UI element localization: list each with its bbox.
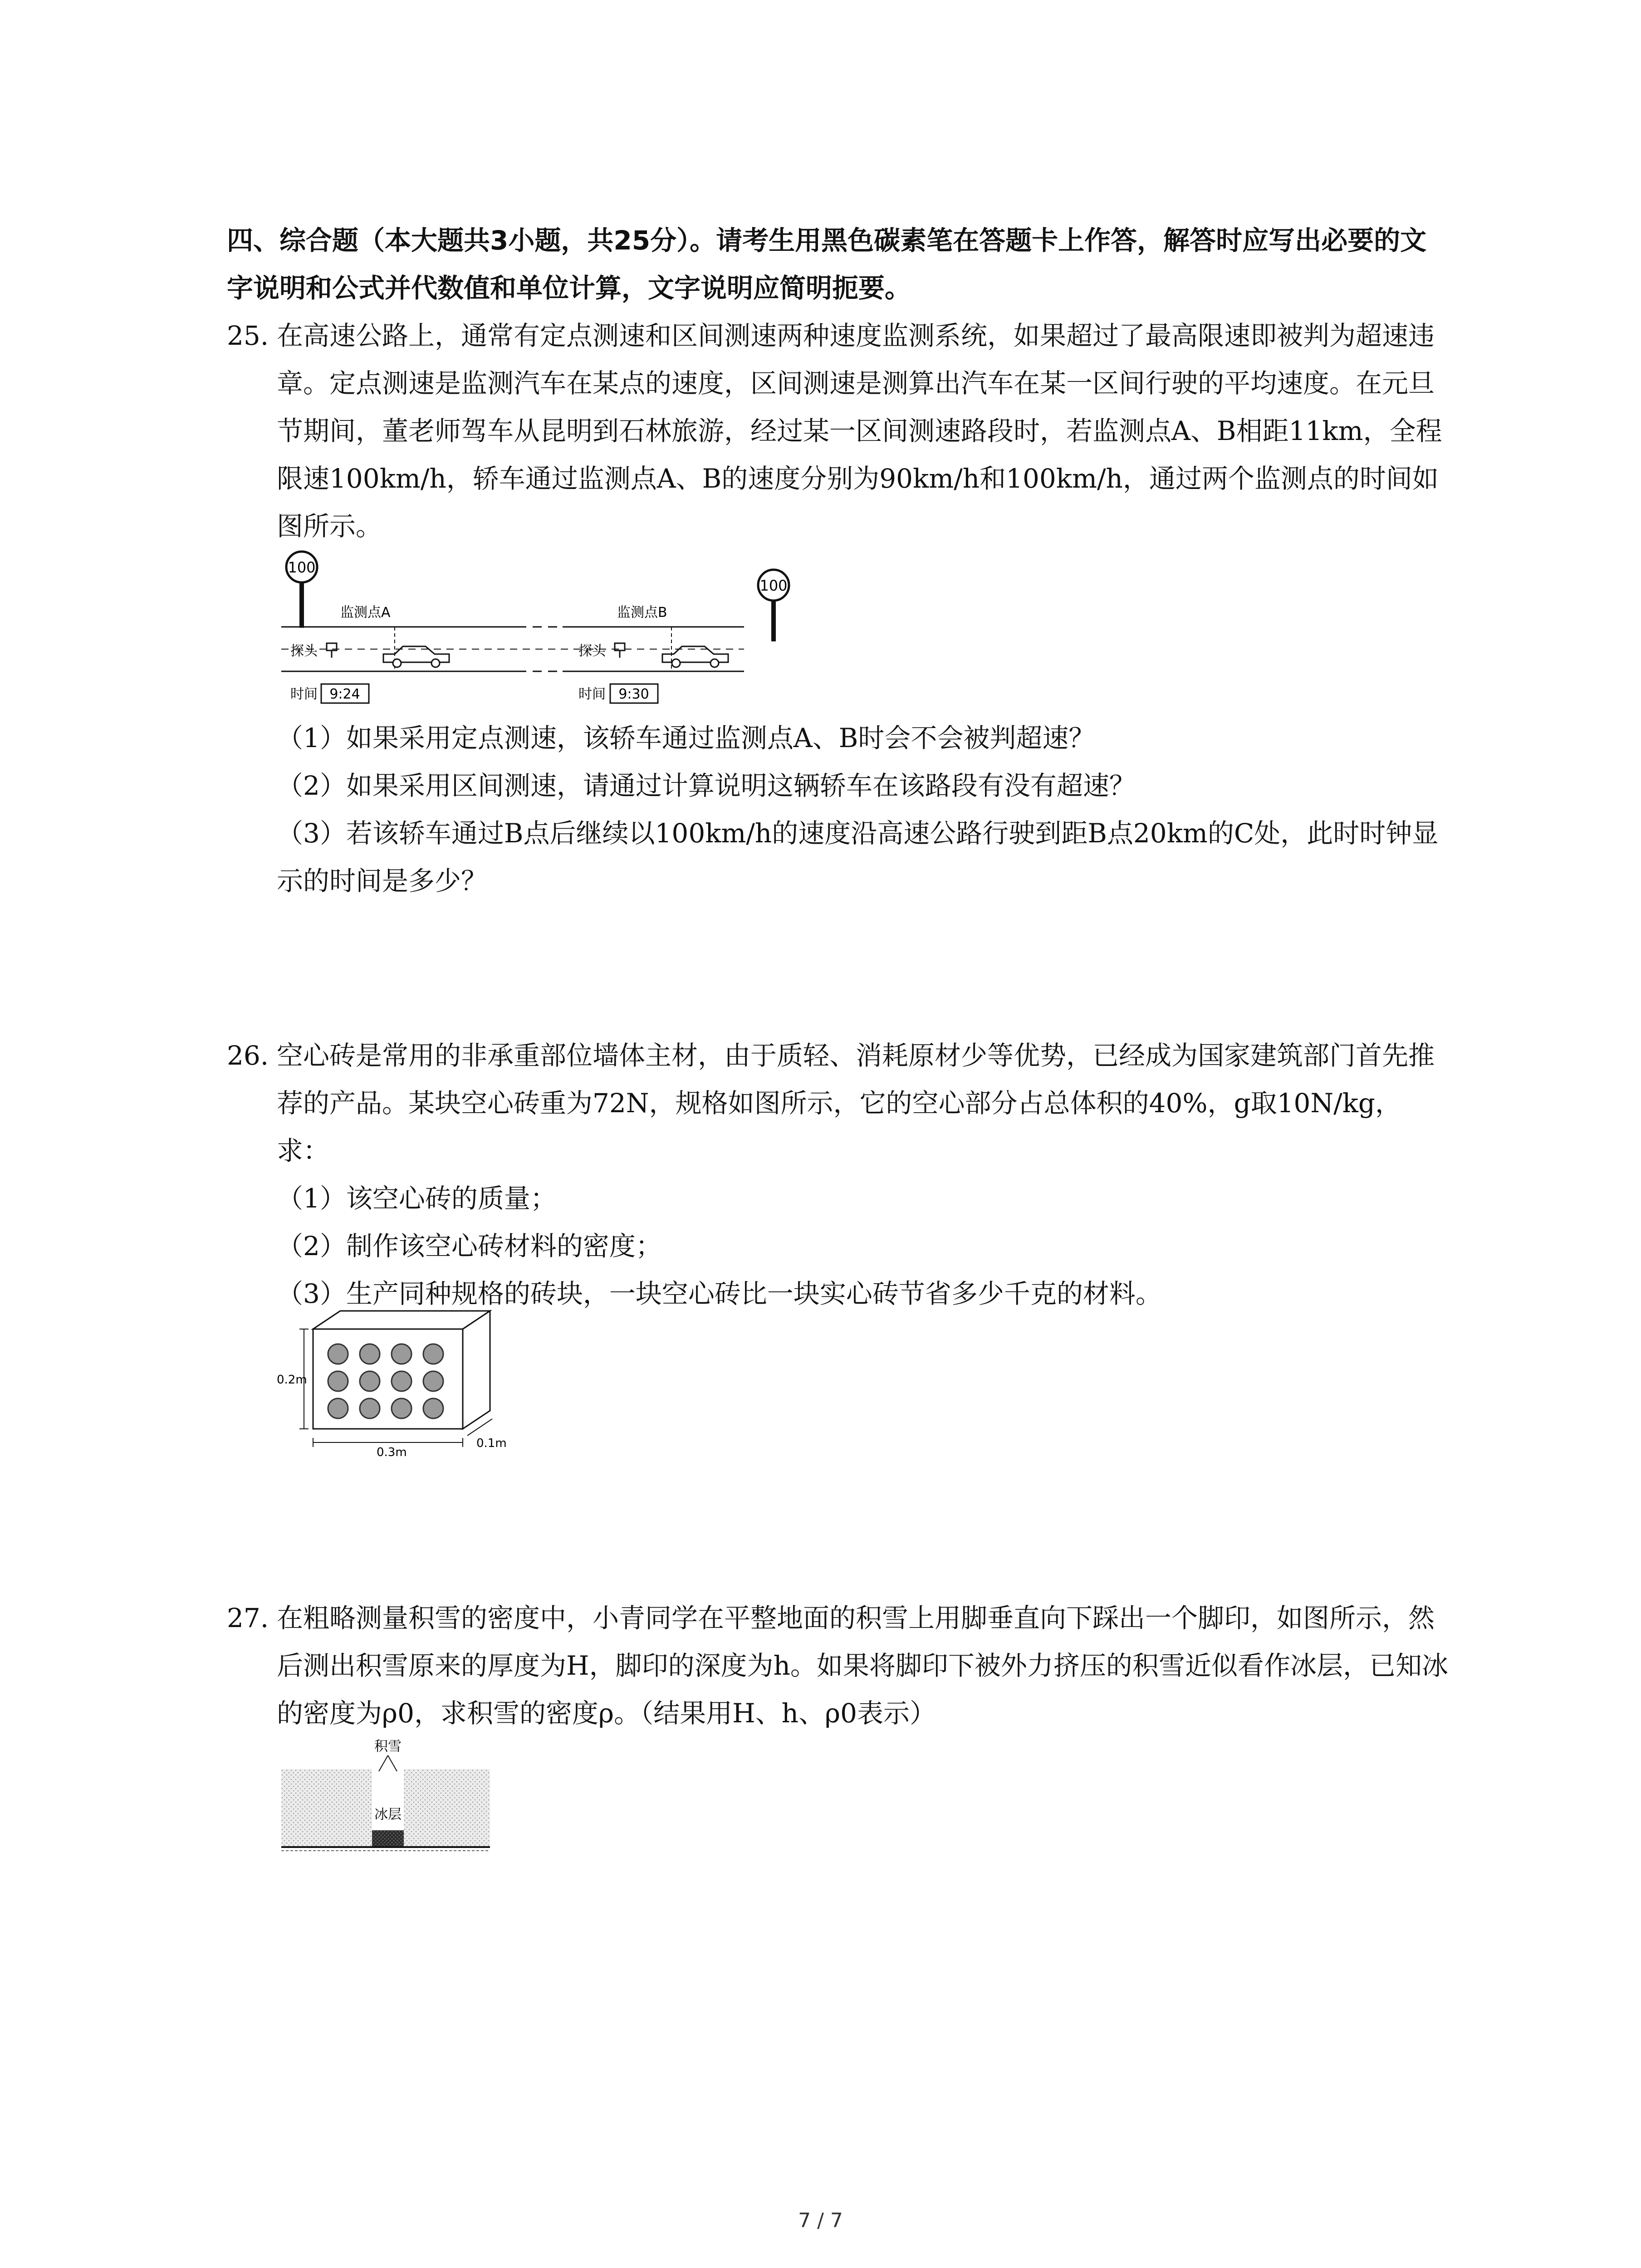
- speed-camera-figure: [281, 549, 808, 712]
- time-a-value: 9:24: [329, 686, 360, 702]
- snow-footprint-figure: [281, 1737, 495, 1860]
- probe-a-label: 探头: [290, 643, 318, 659]
- brick-height-label: 0.2m: [277, 1373, 307, 1387]
- question-26: [227, 1032, 1452, 1318]
- time-label-a: 时间: [290, 686, 318, 702]
- time-b-value: 9:30: [618, 686, 649, 702]
- brick-length-label: 0.3m: [377, 1446, 407, 1459]
- hollow-brick-figure: [277, 1306, 522, 1461]
- probe-b-label: 探头: [578, 643, 606, 659]
- sub-question-1: （1）该空心砖的质量；: [277, 1183, 557, 1214]
- sign-right-value: 100: [759, 577, 788, 594]
- sub-question-3: （3）若该轿车通过B点后继续以100km/h的速度沿高速公路行驶到距B点20km的C处，此时时钟显示的时间是多少？: [277, 818, 1439, 896]
- question-text: 空心砖是常用的非承重部位墙体主材，由于质轻、消耗原材少等优势，已经成为国家建筑部门首先推荐的产品。某块空心砖重为72N，规格如图所示，它的空心部分占总体积的40%，g取10N/kg，求：: [277, 1040, 1435, 1166]
- section-heading: 四、综合题（本大题共3小题，共25分）。请考生用黑色碳素笔在答题卡上作答，解答时应写出必要的文字说明和公式并代数值和单位计算，文字说明应简明扼要。: [227, 225, 1427, 303]
- sub-question-1: （1）如果采用定点测速，该轿车通过监测点A、B时会不会被判超速？: [277, 723, 1095, 753]
- ice-label: 冰层: [374, 1807, 402, 1823]
- sign-left-value: 100: [288, 559, 316, 576]
- question-text: 在高速公路上，通常有定点测速和区间测速两种速度监测系统，如果超过了最高限速即被判为超速违章。定点测速是监测汽车在某点的速度，区间测速是测算出汽车在某一区间行驶的平均速度。在元旦节期间，董老师驾车从昆明到石林旅游，经过某一区间测速路段时，若监测点A、B相距11km，全程限速100km/h，轿车通过监测点A、B的速度分别为90km/h和100km/h，通过两个监测点的时间如图所示。: [277, 320, 1442, 542]
- page-number: 7 / 7: [798, 2209, 843, 2232]
- question-27: [227, 1594, 1452, 1737]
- question-text: 在粗略测量积雪的密度中，小青同学在平整地面的积雪上用脚垂直向下踩出一个脚印，如图所示，然后测出积雪原来的厚度为H，脚印的深度为h。如果将脚印下被外力挤压的积雪近似看作冰层，已知冰的密度为ρ0，求积雪的密度ρ。（结果用H、h、ρ0表示）: [277, 1603, 1448, 1729]
- camera-icon: [327, 643, 337, 658]
- speed-limit-sign-right: [758, 570, 789, 641]
- question-number: 25.: [227, 320, 269, 351]
- sub-question-2: （2）如果采用区间测速，请通过计算说明这辆轿车在该路段有没有超速？: [277, 770, 1136, 801]
- question-number: 27.: [227, 1603, 269, 1633]
- question-25: [227, 312, 1452, 550]
- sub-question-2: （2）制作该空心砖材料的密度；: [277, 1231, 662, 1261]
- point-b-label: 监测点B: [617, 605, 667, 621]
- brick-depth-label: 0.1m: [476, 1437, 507, 1450]
- speed-limit-sign-left: [286, 552, 317, 628]
- snow-label: 积雪: [374, 1739, 402, 1755]
- question-number: 26.: [227, 1040, 269, 1071]
- point-a-label: 监测点A: [340, 605, 391, 621]
- camera-icon: [615, 643, 625, 658]
- sub-question-3: （3）生产同种规格的砖块，一块空心砖比一块实心砖节省多少千克的材料。: [277, 1278, 1162, 1309]
- question-25-subparts: [227, 714, 1452, 905]
- time-label-b: 时间: [578, 686, 606, 702]
